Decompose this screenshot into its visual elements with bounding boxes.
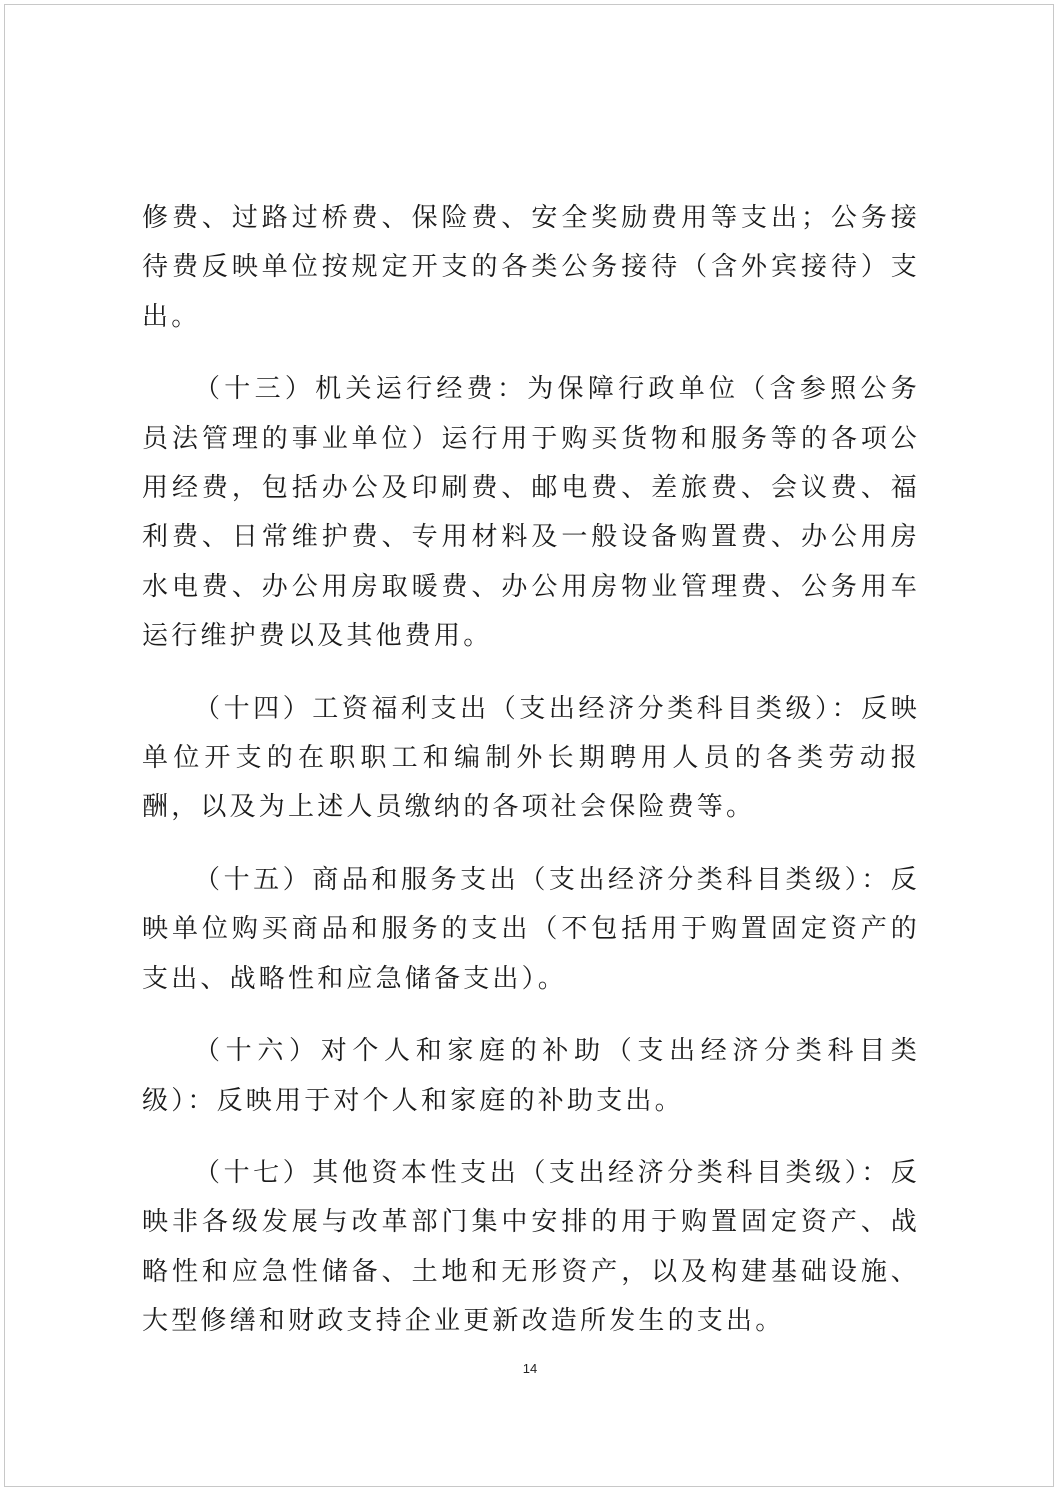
paragraph-14-salary-welfare-expenditure: （十四）工资福利支出（支出经济分类科目类级）：反映单位开支的在职职工和编制外长期聘用人员的各类劳动报酬，以及为上述人员缴纳的各项社会保险费等。 bbox=[142, 693, 920, 823]
paragraph-continued-text: 修费、过路过桥费、保险费、安全奖励费用等支出；公务接待费反映单位按规定开支的各类公务接待（含外宾接待）支出。 bbox=[142, 203, 920, 332]
paragraph-16-subsidies-to-individuals: （十六）对个人和家庭的补助（支出经济分类科目类级）：反映用于对个人和家庭的补助支出。 bbox=[142, 1036, 920, 1116]
document-body bbox=[142, 194, 920, 1347]
paragraph-17-other-capital-expenditure: （十七）其他资本性支出（支出经济分类科目类级）：反映非各级发展与改革部门集中安排的用于购置固定资产、战略性和应急性储备、土地和无形资产，以及构建基础设施、大型修缮和财政支持企业更新改造所发生的支出。 bbox=[142, 1157, 920, 1337]
paragraph-13-office-operating-costs: （十三）机关运行经费：为保障行政单位（含参照公务员法管理的事业单位）运行用于购买货物和服务等的各项公用经费，包括办公及印刷费、邮电费、差旅费、会议费、福利费、日常维护费、专用材料及一般设备购置费、办公用房水电费、办公用房取暖费、办公用房物业管理费、公务用车运行维护费以及其他费用。 bbox=[142, 374, 920, 652]
page-number: 14 bbox=[522, 1361, 538, 1376]
paragraph-15-goods-services-expenditure: （十五）商品和服务支出（支出经济分类科目类级）：反映单位购买商品和服务的支出（不包括用于购置固定资产的支出、战略性和应急储备支出）。 bbox=[142, 864, 920, 994]
